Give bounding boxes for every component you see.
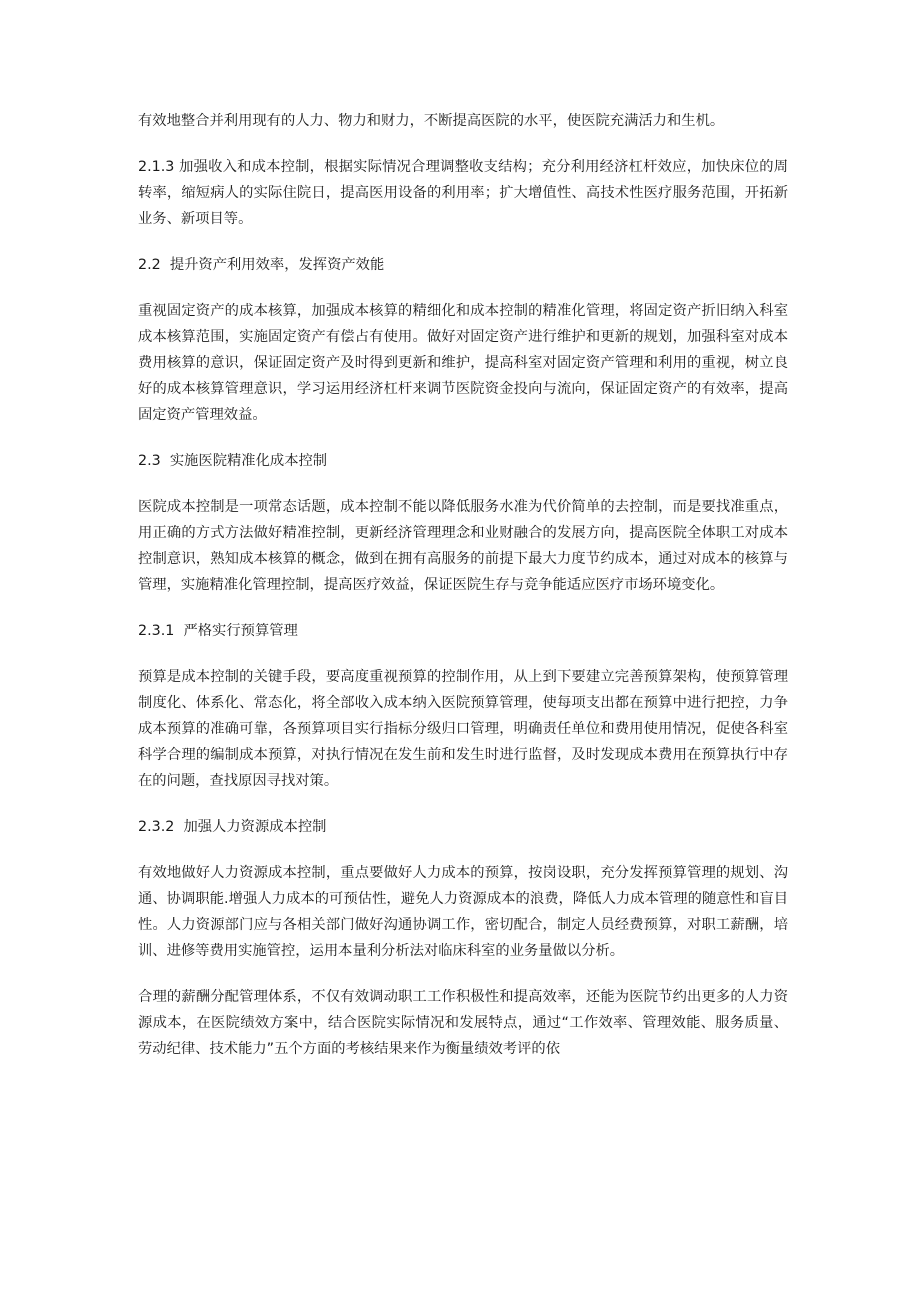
section-heading: 2.3.1 严格实行预算管理 xyxy=(138,623,298,639)
document-page xyxy=(138,108,788,1082)
paragraph: 医院成本控制是一项常态话题，成本控制不能以降低服务水准为代价简单的去控制，而是要找准重点，用正确的方式方法做好精准控制，更新经济管理理念和业财融合的发展方向，提高医院全体职工对成本控制意识，熟知成本核算的概念，做到在拥有高服务的前提下最大力度节约成本，通过对成本的核算与管理，实施精准化管理控制，提高医疗效益，保证医院生存与竞争能适应医疗市场环境变化。 xyxy=(138,499,788,593)
paragraph: 合理的薪酬分配管理体系，不仅有效调动职工工作积极性和提高效率，还能为医院节约出更多的人力资源成本，在医院绩效方案中，结合医院实际情况和发展特点，通过“工作效率、管理效能、服务质量、劳动纪律、技术能力”五个方面的考核结果来作为衡量绩效考评的依 xyxy=(138,989,788,1057)
paragraph: 预算是成本控制的关键手段，要高度重视预算的控制作用，从上到下要建立完善预算架构，使预算管理制度化、体系化、常态化，将全部收入成本纳入医院预算管理，使每项支出都在预算中进行把控，力争成本预算的准确可靠，各预算项目实行指标分级归口管理，明确责任单位和费用使用情况，促使各科室科学合理的编制成本预算，对执行情况在发生前和发生时进行监督，及时发现成本费用在预算执行中存在的问题，查找原因寻找对策。 xyxy=(138,669,788,789)
section-heading: 2.3.2 加强人力资源成本控制 xyxy=(138,819,327,835)
paragraph: 有效地做好人力资源成本控制，重点要做好人力成本的预算，按岗设职，充分发挥预算管理的规划、沟通、协调职能.增强人力成本的可预估性，避免人力资源成本的浪费，降低人力成本管理的随意性和盲目性。人力资源部门应与各相关部门做好沟通协调工作，密切配合，制定人员经费预算，对职工薪酬，培训、进修等费用实施管控，运用本量利分析法对临床科室的业务量做以分析。 xyxy=(138,865,788,959)
section-heading: 2.2 提升资产利用效率，发挥资产效能 xyxy=(138,257,385,273)
paragraph: 重视固定资产的成本核算，加强成本核算的精细化和成本控制的精准化管理，将固定资产折旧纳入科室成本核算范围，实施固定资产有偿占有使用。做好对固定资产进行维护和更新的规划，加强科室对成本费用核算的意识，保证固定资产及时得到更新和维护，提高科室对固定资产管理和利用的重视，树立良好的成本核算管理意识，学习运用经济杠杆来调节医院资金投向与流向，保证固定资产的有效率，提高固定资产管理效益。 xyxy=(138,303,788,423)
paragraph: 2.1.3 加强收入和成本控制，根据实际情况合理调整收支结构；充分利用经济杠杆效应，加快床位的周转率，缩短病人的实际住院日，提高医用设备的利用率；扩大增值性、高技术性医疗服务范围，开拓新业务、新项目等。 xyxy=(138,159,788,227)
paragraph: 有效地整合并利用现有的人力、物力和财力，不断提高医院的水平，使医院充满活力和生机。 xyxy=(138,113,725,129)
section-heading: 2.3 实施医院精准化成本控制 xyxy=(138,453,328,469)
